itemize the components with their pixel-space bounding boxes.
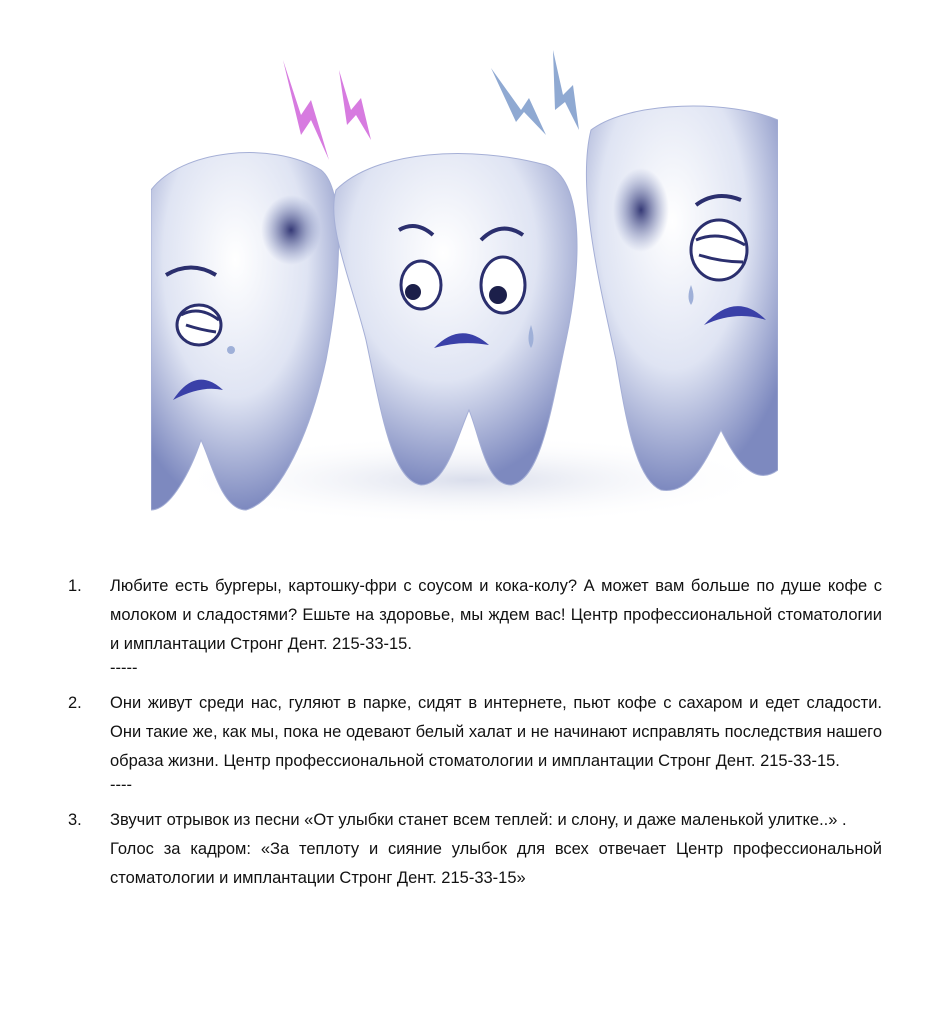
separator: ---- [110,776,132,794]
sad-teeth-illustration [151,40,778,540]
list-item-voiceover-text: Голос за кадром: «За теплоту и сияние улыбок для всех отвечает Центр профессиональной стоматологии и имплантации Стронг Дент. 215-33-15» [110,840,882,887]
list-item-number: 3. [68,811,82,829]
pain-lightning-right-icon [491,50,579,135]
ad-scripts-list [60,572,882,893]
pain-lightning-left-icon [283,60,371,160]
list-item-text: Любите есть бургеры, картошку-фри с соусом и кока-колу? А может вам больше по душе кофе с молоком и сладостями? Ешьте на здоровье, мы ждем вас! Центр профессиональной стоматологии и имплантации Стронг Дент. 215-33-15. [110,577,882,653]
list-item [60,572,882,659]
separator: ----- [110,659,138,677]
list-item [60,689,882,776]
sad-tooth-right-icon [586,106,778,490]
list-item-text: Они живут среди нас, гуляют в парке, сидят в интернете, пьют кофе с сахаром и едет сладости. Они такие же, как мы, пока не одевают белый халат и не начинают исправлять последствия нашего образа жизни. Центр профессиональной стоматологии и имплантации Стронг Дент. 215-33-15. [110,694,882,770]
list-item [60,806,882,893]
list-item-text: Звучит отрывок из песни «От улыбки станет всем теплей: и слону, и даже маленькой улитке..» . [110,811,847,829]
sad-tooth-center-icon [334,154,577,485]
list-item-number: 1. [68,577,82,595]
list-item-number: 2. [68,694,82,712]
